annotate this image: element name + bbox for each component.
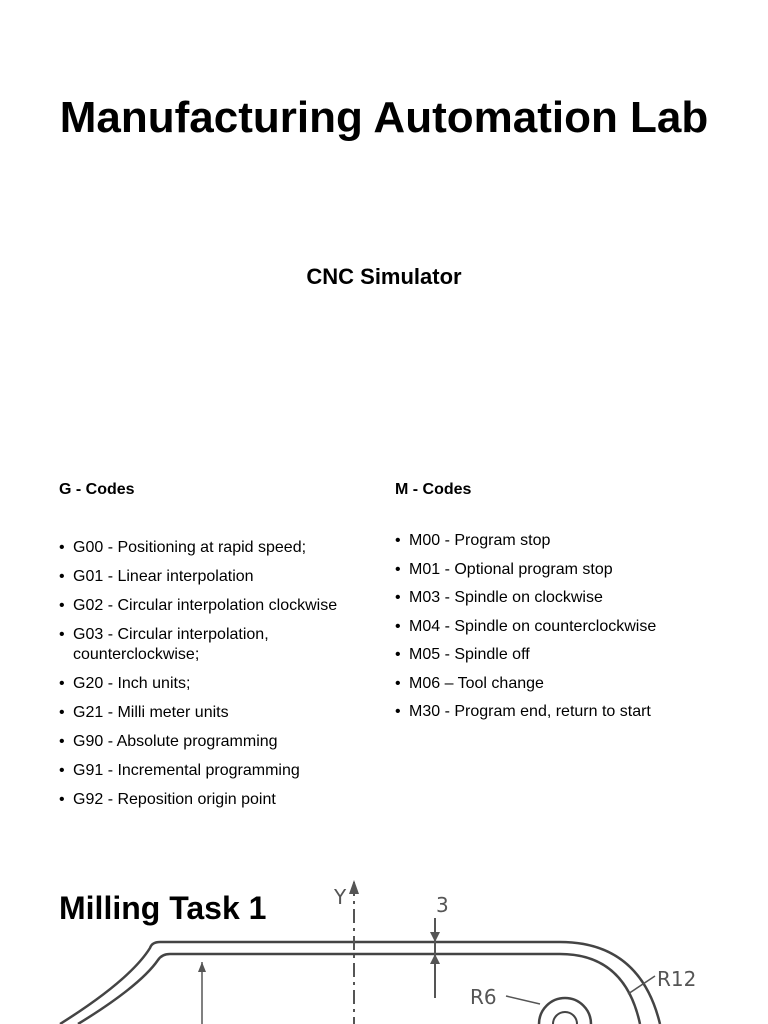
g-codes-heading: G - Codes bbox=[59, 481, 135, 498]
part-outline bbox=[60, 942, 660, 1024]
list-item: • M30 - Program end, return to start bbox=[395, 702, 735, 722]
list-item: • G21 - Milli meter units bbox=[59, 703, 379, 723]
r6-leader bbox=[506, 996, 540, 1004]
r12-label: R12 bbox=[657, 967, 697, 991]
list-item: • G03 - Circular interpolation, counterclockwise; bbox=[59, 625, 379, 665]
task-title: Milling Task 1 bbox=[59, 890, 267, 926]
list-item: • M05 - Spindle off bbox=[395, 645, 735, 665]
dimension-3-arrow-up bbox=[430, 954, 440, 964]
r6-label: R6 bbox=[470, 985, 497, 1009]
list-item: • G01 - Linear interpolation bbox=[59, 567, 379, 587]
list-item: • M00 - Program stop bbox=[395, 531, 735, 551]
list-item: • M03 - Spindle on clockwise bbox=[395, 588, 735, 608]
slide-title: Manufacturing Automation Lab bbox=[59, 93, 709, 142]
list-item: • G92 - Reposition origin point bbox=[59, 790, 379, 810]
list-item: • G90 - Absolute programming bbox=[59, 732, 379, 752]
list-item: • M06 – Tool change bbox=[395, 674, 735, 694]
slide-subtitle: CNC Simulator bbox=[306, 264, 462, 289]
m-codes-list bbox=[395, 531, 735, 731]
m-codes-heading: M - Codes bbox=[395, 481, 472, 498]
y-axis-label: Y bbox=[334, 885, 347, 909]
list-item: • M04 - Spindle on counterclockwise bbox=[395, 617, 735, 637]
r6-hole-inner bbox=[553, 1012, 577, 1024]
list-item: • G00 - Positioning at rapid speed; bbox=[59, 538, 379, 558]
dimension-3-label: 3 bbox=[436, 893, 449, 917]
left-dimension-arrow bbox=[198, 962, 206, 972]
list-item: • M01 - Optional program stop bbox=[395, 560, 735, 580]
g-codes-list bbox=[59, 538, 379, 819]
dimension-3-arrow-down bbox=[430, 932, 440, 942]
list-item: • G91 - Incremental programming bbox=[59, 761, 379, 781]
list-item: • G02 - Circular interpolation clockwise bbox=[59, 596, 379, 616]
list-item: • G20 - Inch units; bbox=[59, 674, 379, 694]
y-axis-arrow bbox=[349, 880, 359, 894]
